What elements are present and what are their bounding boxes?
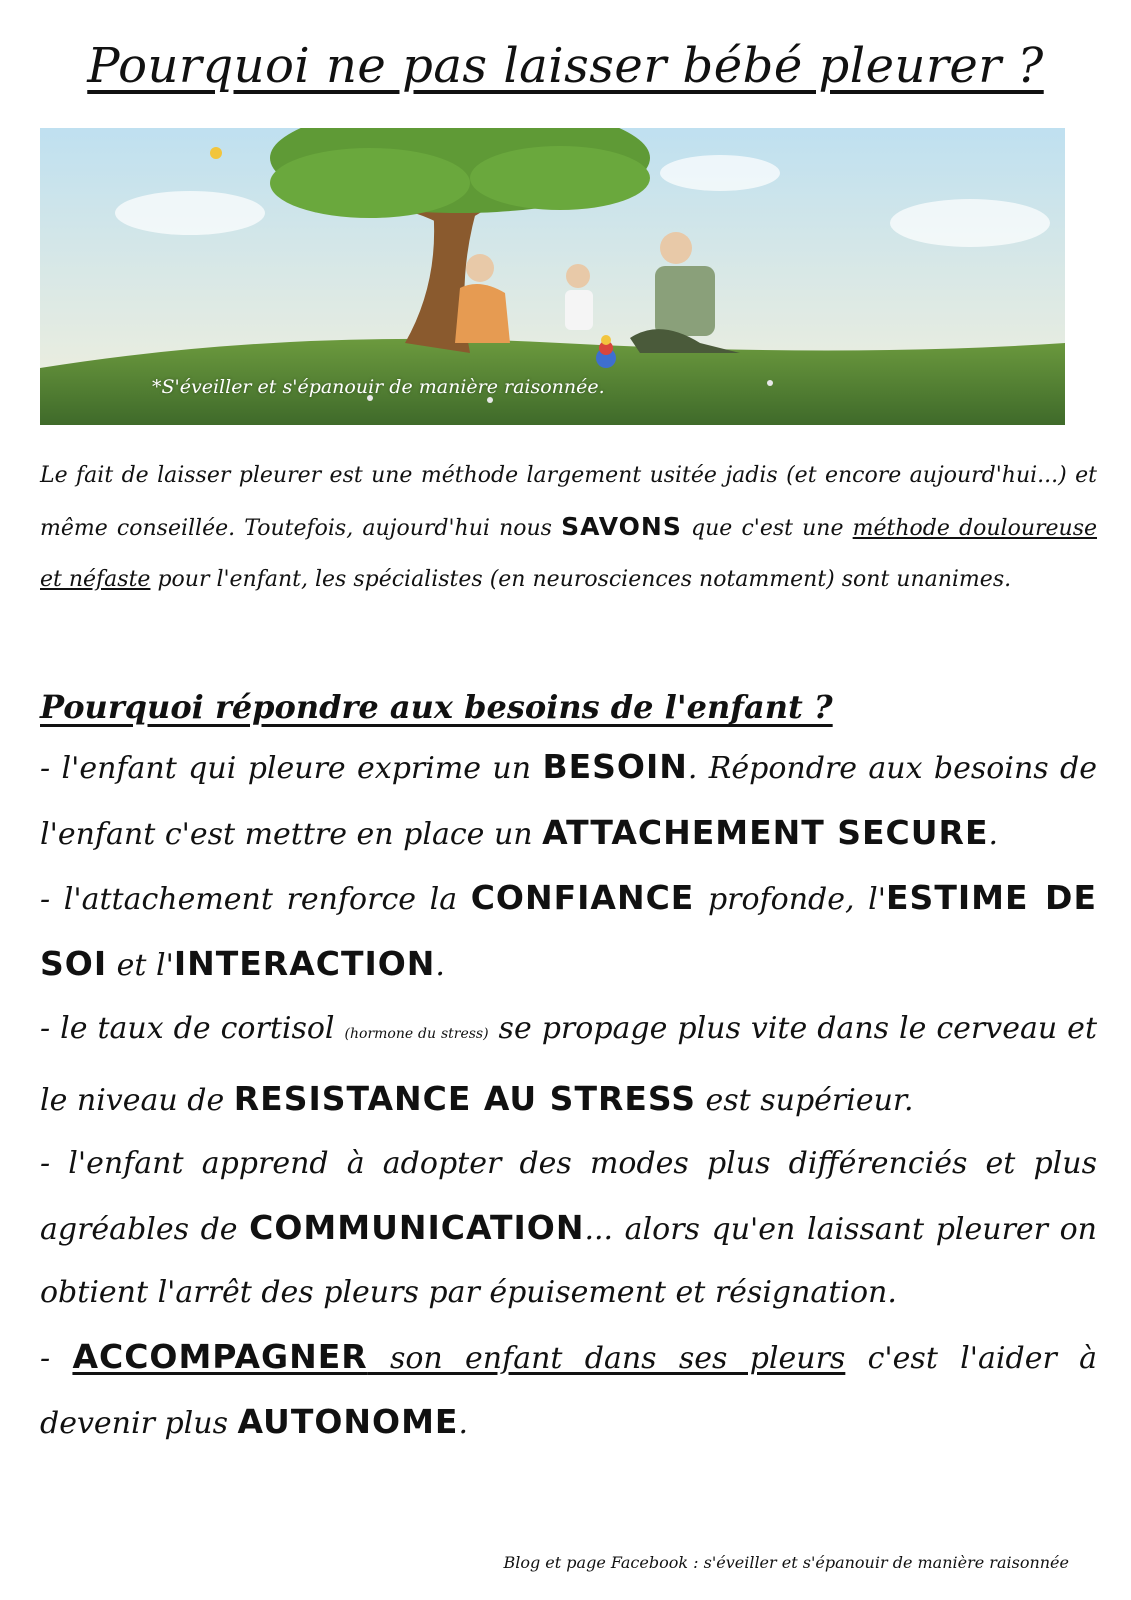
section-heading: Pourquoi répondre aux besoins de l'enfant ? [40,688,833,726]
cloud [115,191,265,235]
mother-figure [466,254,494,282]
banner-caption: *S'éveiller et s'épanouir de manière raisonnée. [152,376,605,398]
intro-emphasis: SAVONS [561,512,682,541]
benefit-item: - l'enfant apprend à adopter des modes plus différenciés et plus agréables de COMMUNICATION... alors qu'en laissant pleurer on obtient l'arrêt des pleurs par épuisement et résignation. [40,1146,1097,1310]
bee-icon [210,147,222,159]
cloud [890,199,1050,247]
benefit-item: - le taux de cortisol (hormone du stress) se propage plus vite dans le cerveau et le niveau de RESISTANCE AU STRESS est supérieur. [40,1011,1097,1118]
intro-underlined: méthode douloureuse et néfaste [40,516,1097,592]
benefits-section [40,685,1097,1456]
intro-text: Le fait de laisser pleurer est une méthode largement usitée jadis (et encore aujourd'hui...) et même conseillée. Toutefois, aujourd'hui nous [40,463,1097,541]
banner-illustration [40,128,1065,425]
intro-paragraph [40,450,1097,605]
footer-credit: Blog et page Facebook : s'éveiller et s'épanouir de manière raisonnée [503,1553,1069,1572]
father-figure [660,232,692,264]
child-figure [566,264,590,288]
page-title: Pourquoi ne pas laisser bébé pleurer ? [87,38,1044,94]
cloud [660,155,780,191]
benefit-item: - l'attachement renforce la CONFIANCE profonde, l'ESTIME DE SOI et l'INTERACTION. [40,878,1097,983]
benefits-list [40,735,1097,1456]
benefit-item: - ACCOMPAGNER son enfant dans ses pleurs c'est l'aider à devenir plus AUTONOME. [40,1336,1097,1441]
intro-text: pour l'enfant, les spécialistes (en neurosciences notamment) sont unanimes. [150,567,1012,592]
intro-text: que c'est une [681,516,853,541]
benefit-item: - l'enfant qui pleure exprime un BESOIN. Répondre aux besoins de l'enfant c'est mettre en place un ATTACHEMENT SECURE. [40,747,1097,852]
